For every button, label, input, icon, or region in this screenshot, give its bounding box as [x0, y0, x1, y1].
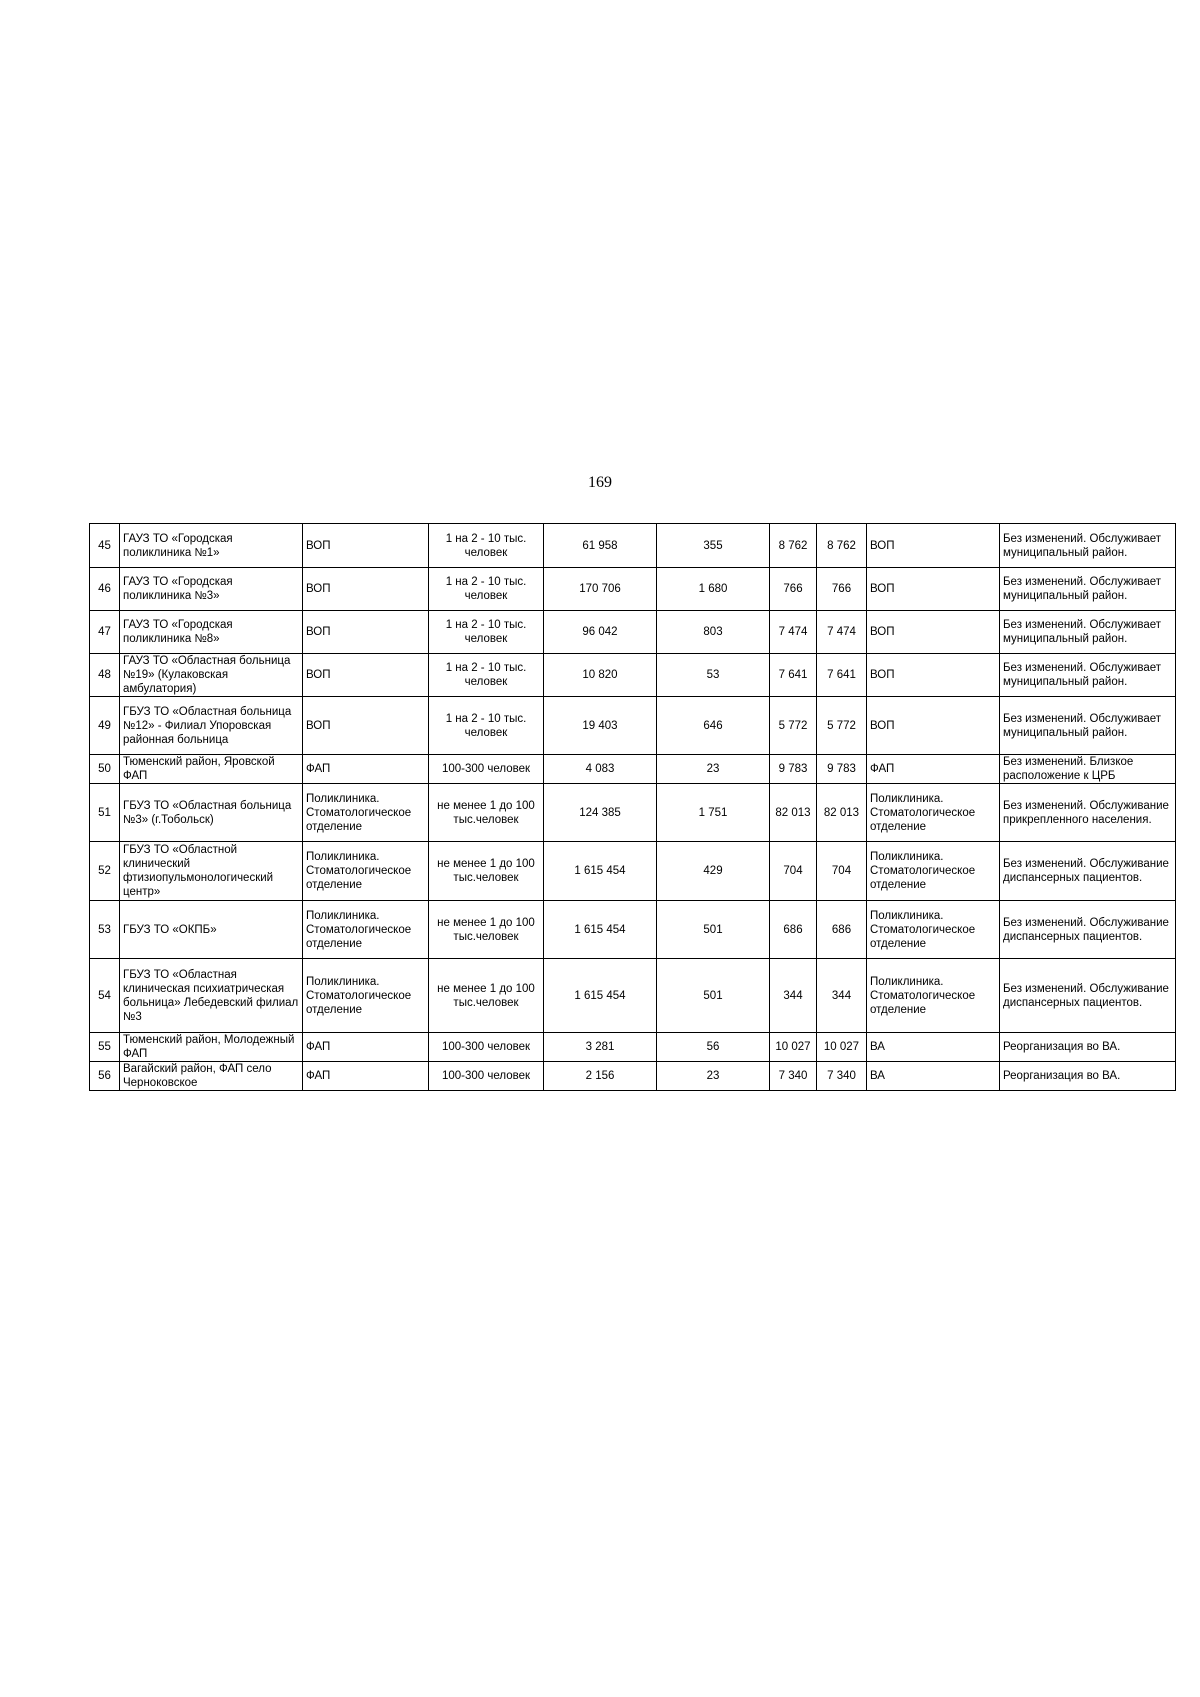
facility-name: ГАУЗ ТО «Городская поликлиника №1»: [120, 524, 303, 568]
facility-name: Тюменский район, Яровской ФАП: [120, 755, 303, 784]
facility-type: ФАП: [303, 1033, 429, 1062]
facility-name: Тюменский район, Молодежный ФАП: [120, 1033, 303, 1062]
table-row: [90, 568, 1176, 611]
value-col8: 8 762: [817, 524, 867, 568]
value-col6: 355: [657, 524, 770, 568]
planned-type: Поликлиника. Стоматологическое отделение: [867, 959, 1000, 1033]
table-row: [90, 901, 1176, 959]
value-col6: 501: [657, 959, 770, 1033]
row-number: 55: [90, 1033, 120, 1062]
planned-type: ВА: [867, 1062, 1000, 1091]
value-col8: 704: [817, 842, 867, 901]
facility-name: ГБУЗ ТО «Областная больница №3» (г.Тобольск): [120, 784, 303, 842]
note: Без изменений. Обслуживание диспансерных пациентов.: [1000, 959, 1176, 1033]
population: 61 958: [544, 524, 657, 568]
row-number: 52: [90, 842, 120, 901]
table-row: [90, 654, 1176, 697]
facilities-table: [89, 523, 1176, 1091]
planned-type: ВА: [867, 1033, 1000, 1062]
population: 170 706: [544, 568, 657, 611]
row-number: 47: [90, 611, 120, 654]
facility-name: ГАУЗ ТО «Городская поликлиника №3»: [120, 568, 303, 611]
value-col6: 646: [657, 697, 770, 755]
value-col6: 1 751: [657, 784, 770, 842]
norm: не менее 1 до 100 тыс.человек: [429, 784, 544, 842]
norm: не менее 1 до 100 тыс.человек: [429, 901, 544, 959]
facility-name: Вагайский район, ФАП село Черноковское: [120, 1062, 303, 1091]
population: 1 615 454: [544, 959, 657, 1033]
facility-name: ГБУЗ ТО «Областная клиническая психиатрическая больница» Лебедевский филиал №3: [120, 959, 303, 1033]
facility-type: ВОП: [303, 611, 429, 654]
value-col7: 8 762: [770, 524, 817, 568]
value-col6: 803: [657, 611, 770, 654]
table-row: [90, 842, 1176, 901]
norm: 100-300 человек: [429, 1062, 544, 1091]
population: 2 156: [544, 1062, 657, 1091]
facility-type: Поликлиника. Стоматологическое отделение: [303, 784, 429, 842]
value-col8: 7 340: [817, 1062, 867, 1091]
value-col6: 53: [657, 654, 770, 697]
facility-type: ВОП: [303, 568, 429, 611]
norm: 1 на 2 - 10 тыс. человек: [429, 568, 544, 611]
table-row: [90, 611, 1176, 654]
table-row: [90, 959, 1176, 1033]
value-col7: 344: [770, 959, 817, 1033]
value-col8: 9 783: [817, 755, 867, 784]
facility-type: Поликлиника. Стоматологическое отделение: [303, 842, 429, 901]
planned-type: Поликлиника. Стоматологическое отделение: [867, 784, 1000, 842]
planned-type: ВОП: [867, 697, 1000, 755]
value-col8: 7 474: [817, 611, 867, 654]
planned-type: ВОП: [867, 568, 1000, 611]
note: Без изменений. Обслуживает муниципальный район.: [1000, 654, 1176, 697]
note: Без изменений. Обслуживает муниципальный район.: [1000, 611, 1176, 654]
population: 1 615 454: [544, 842, 657, 901]
note: Без изменений. Близкое расположение к ЦРБ: [1000, 755, 1176, 784]
facility-name: ГБУЗ ТО «Областной клинический фтизиопульмонологический центр»: [120, 842, 303, 901]
note: Без изменений. Обслуживает муниципальный район.: [1000, 524, 1176, 568]
planned-type: Поликлиника. Стоматологическое отделение: [867, 842, 1000, 901]
value-col7: 82 013: [770, 784, 817, 842]
population: 124 385: [544, 784, 657, 842]
facility-type: ВОП: [303, 524, 429, 568]
value-col6: 501: [657, 901, 770, 959]
planned-type: ВОП: [867, 654, 1000, 697]
row-number: 51: [90, 784, 120, 842]
facility-type: ФАП: [303, 1062, 429, 1091]
table-row: [90, 1033, 1176, 1062]
norm: 1 на 2 - 10 тыс. человек: [429, 654, 544, 697]
value-col8: 344: [817, 959, 867, 1033]
facility-name: ГАУЗ ТО «Городская поликлиника №8»: [120, 611, 303, 654]
facility-type: ФАП: [303, 755, 429, 784]
row-number: 49: [90, 697, 120, 755]
table-row: [90, 697, 1176, 755]
facility-type: ВОП: [303, 697, 429, 755]
table-row: [90, 1062, 1176, 1091]
facility-name: ГБУЗ ТО «ОКПБ»: [120, 901, 303, 959]
value-col7: 7 474: [770, 611, 817, 654]
population: 3 281: [544, 1033, 657, 1062]
facility-type: ВОП: [303, 654, 429, 697]
norm: не менее 1 до 100 тыс.человек: [429, 842, 544, 901]
note: Реорганизация во ВА.: [1000, 1062, 1176, 1091]
note: Без изменений. Обслуживает муниципальный район.: [1000, 568, 1176, 611]
value-col6: 56: [657, 1033, 770, 1062]
value-col7: 7 641: [770, 654, 817, 697]
row-number: 48: [90, 654, 120, 697]
value-col7: 9 783: [770, 755, 817, 784]
value-col6: 429: [657, 842, 770, 901]
population: 4 083: [544, 755, 657, 784]
value-col6: 23: [657, 1062, 770, 1091]
note: Без изменений. Обслуживание диспансерных пациентов.: [1000, 842, 1176, 901]
table-row: [90, 784, 1176, 842]
value-col6: 1 680: [657, 568, 770, 611]
value-col7: 7 340: [770, 1062, 817, 1091]
norm: не менее 1 до 100 тыс.человек: [429, 959, 544, 1033]
planned-type: ФАП: [867, 755, 1000, 784]
page-number: 169: [588, 474, 612, 491]
value-col6: 23: [657, 755, 770, 784]
value-col7: 686: [770, 901, 817, 959]
value-col7: 704: [770, 842, 817, 901]
facility-name: ГБУЗ ТО «Областная больница №12» - Филиал Упоровская районная больница: [120, 697, 303, 755]
value-col8: 766: [817, 568, 867, 611]
facility-type: Поликлиника. Стоматологическое отделение: [303, 959, 429, 1033]
value-col7: 10 027: [770, 1033, 817, 1062]
table-row: [90, 755, 1176, 784]
norm: 100-300 человек: [429, 755, 544, 784]
row-number: 45: [90, 524, 120, 568]
population: 10 820: [544, 654, 657, 697]
value-col8: 686: [817, 901, 867, 959]
facility-type: Поликлиника. Стоматологическое отделение: [303, 901, 429, 959]
value-col8: 7 641: [817, 654, 867, 697]
planned-type: Поликлиника. Стоматологическое отделение: [867, 901, 1000, 959]
note: Без изменений. Обслуживание диспансерных пациентов.: [1000, 901, 1176, 959]
value-col8: 5 772: [817, 697, 867, 755]
norm: 1 на 2 - 10 тыс. человек: [429, 697, 544, 755]
row-number: 56: [90, 1062, 120, 1091]
norm: 1 на 2 - 10 тыс. человек: [429, 524, 544, 568]
value-col7: 766: [770, 568, 817, 611]
row-number: 54: [90, 959, 120, 1033]
row-number: 50: [90, 755, 120, 784]
facility-name: ГАУЗ ТО «Областная больница №19» (Кулаковская амбулатория): [120, 654, 303, 697]
norm: 1 на 2 - 10 тыс. человек: [429, 611, 544, 654]
row-number: 46: [90, 568, 120, 611]
value-col8: 82 013: [817, 784, 867, 842]
note: Реорганизация во ВА.: [1000, 1033, 1176, 1062]
table-row: [90, 524, 1176, 568]
norm: 100-300 человек: [429, 1033, 544, 1062]
row-number: 53: [90, 901, 120, 959]
population: 19 403: [544, 697, 657, 755]
population: 1 615 454: [544, 901, 657, 959]
planned-type: ВОП: [867, 524, 1000, 568]
population: 96 042: [544, 611, 657, 654]
note: Без изменений. Обслуживание прикрепленного населения.: [1000, 784, 1176, 842]
value-col7: 5 772: [770, 697, 817, 755]
note: Без изменений. Обслуживает муниципальный район.: [1000, 697, 1176, 755]
value-col8: 10 027: [817, 1033, 867, 1062]
planned-type: ВОП: [867, 611, 1000, 654]
